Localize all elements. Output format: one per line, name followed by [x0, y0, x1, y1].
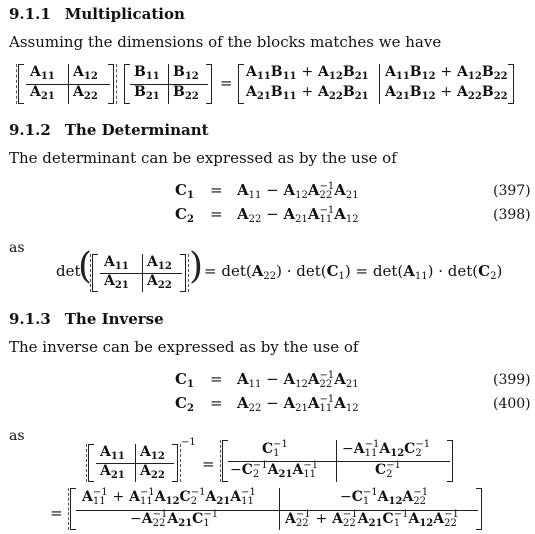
matrix-entry: −A −1 22 $A_{21}C$ −1 1 [130, 509, 219, 529]
right-bracket [108, 64, 114, 104]
matrix-entry: C −1 2 [375, 460, 401, 480]
bracket-dash [16, 64, 17, 104]
equation-rhs-c2: $A_{22} - A_{21}A$ −1 11 $A_{12}$ [237, 205, 359, 225]
equation-rhs-c2: $A_{22} - A_{21}A$ −1 11 $A_{12}$ [237, 394, 359, 414]
matrix-entry: $A_{11}B_{12} + A_{12}B_{22}$ [385, 64, 508, 82]
equals-sign: = [210, 370, 223, 388]
matrix-entry: $A_{21}$ [104, 273, 129, 291]
matrix-entry: $A_{22}$ [73, 84, 98, 102]
bracket-dash [180, 444, 181, 482]
equals-sign: = [210, 181, 223, 199]
matrix-entry: $A_{11}$ [100, 444, 125, 462]
section-title: The Determinant [64, 121, 209, 139]
matrix-entry: C −1 1 [262, 439, 288, 459]
matrix-entry: $A_{12}$ [73, 64, 98, 82]
section-number: 9.1.2 [9, 121, 51, 139]
matrix-entry: $A_{21}$ [100, 463, 125, 481]
right-bracket [180, 254, 186, 292]
matrix-entry: $A_{11}$ [30, 64, 55, 82]
matrix-entry: $B_{11}$ [134, 64, 160, 82]
equation-rhs-c1: $A_{11} - A_{12}A$ −1 22 $A_{21}$ [237, 181, 359, 201]
inverse-exponent: −1 [181, 437, 196, 448]
equation-number: (398) [493, 207, 531, 223]
matrix-entry: $A_{21}B_{11} + A_{22}B_{21}$ [246, 84, 369, 102]
block-divider [96, 463, 174, 464]
matrix-entry: $A_{11}$ [104, 254, 129, 272]
paragraph-inverse-intro: The inverse can be expressed as by the use of [9, 338, 359, 356]
section-title: The Inverse [64, 310, 164, 328]
matrix-entry: $A_{21}B_{12} + A_{22}B_{22}$ [385, 84, 508, 102]
matrix-entry: −C −1 1 $A_{12}A$ −1 22 [340, 487, 429, 507]
det-operator: det [56, 262, 81, 280]
left-paren: ( [78, 246, 93, 287]
matrix-entry: $A_{12}$ [140, 444, 165, 462]
matrix-entry: $A_{12}$ [147, 254, 172, 272]
matrix-entry: −C −1 2 $A_{21}A$ −1 11 [230, 460, 319, 480]
label-as: as [9, 240, 25, 256]
right-bracket [206, 64, 212, 104]
bracket-dash [90, 254, 91, 292]
right-bracket [172, 444, 178, 482]
equation-rhs-c1: $A_{11} - A_{12}A$ −1 22 $A_{21}$ [237, 370, 359, 390]
block-divider [26, 84, 110, 85]
block-divider [76, 510, 478, 511]
bracket-dash [116, 64, 117, 104]
equals-sign: = [210, 205, 223, 223]
bracket-dash [86, 444, 87, 482]
matrix-entry: $B_{21}$ [134, 84, 160, 102]
equals-sign: = [202, 455, 215, 473]
matrix-entry: $A_{22}$ [147, 273, 172, 291]
section-number: 9.1.1 [9, 5, 51, 23]
right-bracket [447, 440, 453, 482]
matrix-entry: $A_{21}$ [30, 84, 55, 102]
right-bracket [508, 64, 514, 104]
equals-sign: = [50, 504, 63, 522]
matrix-entry: A −1 22 + A −1 22 $A_{21}C$ −1 1 $A_{12}A$ −1 22 [285, 509, 459, 529]
equation-number: (397) [493, 183, 531, 199]
equation-lhs-c2: $C_2$ [175, 394, 194, 414]
block-divider [279, 488, 280, 530]
matrix-entry: $B_{12}$ [173, 64, 199, 82]
matrix-entry: −A −1 11 $A_{12}C$ −1 2 [342, 439, 431, 459]
block-divider [100, 273, 182, 274]
left-bracket [238, 64, 244, 104]
section-number: 9.1.3 [9, 310, 51, 328]
label-as: as [9, 428, 25, 444]
equation-lhs-c1: $C_1$ [175, 181, 194, 201]
section-heading-multiplication [9, 5, 185, 23]
left-bracket [92, 254, 98, 292]
section-heading-inverse [9, 310, 164, 328]
left-bracket [70, 488, 76, 530]
right-bracket [476, 488, 482, 530]
block-divider [130, 84, 208, 85]
equation-number: (399) [493, 372, 531, 388]
matrix-entry: $A_{11}B_{11} + A_{12}B_{21}$ [246, 64, 369, 82]
bracket-dash [220, 440, 221, 482]
left-bracket [88, 444, 94, 482]
block-divider [228, 461, 450, 462]
matrix-entry: A −1 11 + A −1 11 $A_{12}C$ −1 2 $A_{21}A$ −1 11 [82, 487, 256, 507]
section-title: Multiplication [64, 5, 185, 23]
equals-sign: = [220, 74, 233, 92]
block-divider [379, 64, 380, 104]
matrix-entry: $A_{22}$ [140, 463, 165, 481]
matrix-entry: $B_{22}$ [173, 84, 199, 102]
paragraph-determinant-intro: The determinant can be expressed as by the use of [9, 149, 397, 167]
left-bracket [18, 64, 24, 104]
equals-sign: = [210, 394, 223, 412]
det-rhs: = $\det(A_{22}) \cdot \det(C_1) = \det(A_{11}) \cdot \det(C_2)$ [204, 262, 503, 282]
bracket-dash [68, 488, 69, 530]
section-heading-determinant [9, 121, 209, 139]
equation-lhs-c1: $C_1$ [175, 370, 194, 390]
right-paren: ) [189, 246, 204, 287]
equation-number: (400) [493, 396, 531, 412]
equation-lhs-c2: $C_2$ [175, 205, 194, 225]
paragraph-multiplication-intro: Assuming the dimensions of the blocks matches we have [9, 33, 442, 51]
